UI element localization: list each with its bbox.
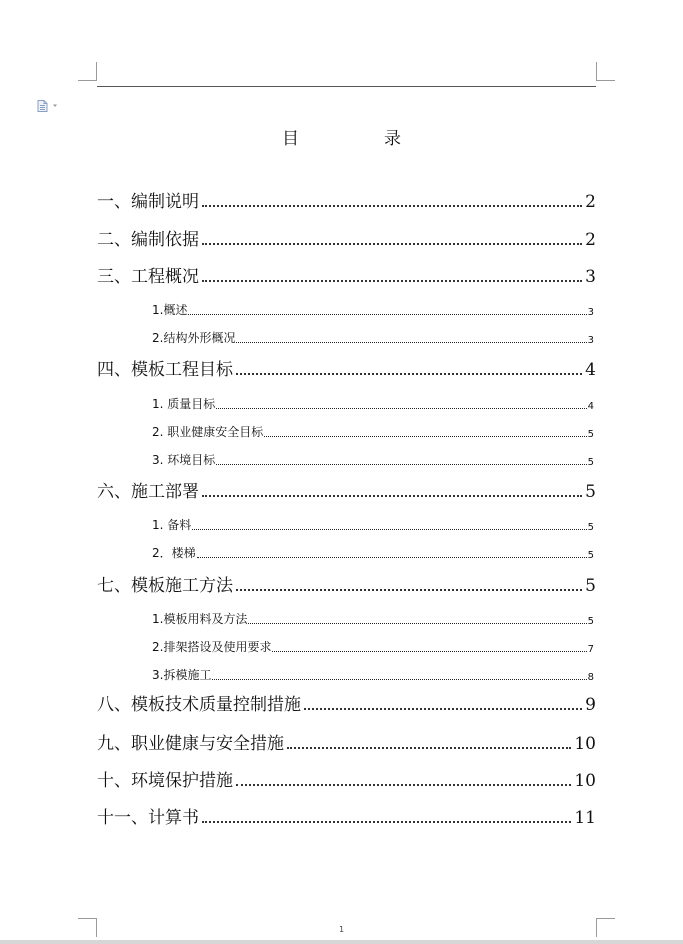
toc-dot-leader [202, 280, 582, 282]
toc-page-number: 5 [587, 616, 594, 627]
toc-entry-label: 2．楼梯 [152, 546, 196, 560]
toc-entry[interactable] [97, 806, 596, 828]
toc-dot-leader [188, 314, 586, 315]
toc-dot-leader [287, 747, 571, 749]
toc-entry-label: 1. 备料 [152, 518, 192, 532]
document-icon[interactable] [37, 97, 59, 109]
toc-entry[interactable] [97, 358, 596, 380]
toc-dot-leader [236, 784, 571, 786]
toc-page-number: 7 [587, 644, 594, 655]
toc-entry-label: 一、编制说明 [97, 192, 199, 212]
toc-page-number: 5 [587, 550, 594, 561]
toc-page-number: 9 [585, 695, 596, 715]
toc-entry-label: 二、编制依据 [97, 230, 199, 250]
toc-dot-leader [202, 495, 582, 497]
toc-page-number: 3 [587, 335, 594, 346]
toc-subentry[interactable] [152, 396, 594, 412]
toc-entry-label: 2.结构外形概况 [152, 331, 236, 345]
toc-page-number: 4 [585, 360, 596, 380]
toc-page-number: 4 [587, 401, 594, 412]
toc-entry-label: 1. 质量目标 [152, 397, 216, 411]
toc-title: 目 录 [282, 129, 435, 149]
toc-entry[interactable] [97, 190, 596, 212]
toc-dot-leader [248, 623, 586, 624]
toc-page-number: 10 [574, 734, 596, 754]
toc-dot-leader [216, 408, 586, 409]
toc-subentry[interactable] [152, 545, 594, 561]
toc-entry-label: 七、模板施工方法 [97, 576, 233, 596]
toc-page-number: 8 [587, 672, 594, 683]
toc-entry[interactable] [97, 574, 596, 596]
toc-subentry[interactable] [152, 611, 594, 627]
toc-entry-label: 1.概述 [152, 303, 188, 317]
toc-entry-label: 三、工程概况 [97, 267, 199, 287]
toc-entry-label: 九、职业健康与安全措施 [97, 734, 284, 754]
toc-dot-leader [236, 373, 582, 375]
toc-page-number: 5 [587, 457, 594, 468]
toc-dot-leader [264, 436, 586, 437]
toc-dot-leader [202, 821, 571, 823]
toc-page-number: 2 [585, 192, 596, 212]
toc-entry-label: 八、模板技术质量控制措施 [97, 695, 301, 715]
toc-subentry[interactable] [152, 424, 594, 440]
toc-dot-leader [202, 205, 582, 207]
toc-page-number: 2 [585, 230, 596, 250]
toc-dot-leader [197, 557, 587, 558]
toc-dot-leader [236, 342, 586, 343]
toc-dot-leader [272, 651, 586, 652]
toc-dot-leader [192, 529, 586, 530]
toc-dot-leader [202, 243, 582, 245]
toc-entry[interactable] [97, 693, 596, 715]
toc-entry-label: 2.排架搭设及使用要求 [152, 640, 272, 654]
toc-page-number: 5 [587, 522, 594, 533]
toc-entry-label: 四、模板工程目标 [97, 360, 233, 380]
toc-subentry[interactable] [152, 302, 594, 318]
toc-entry[interactable] [97, 769, 596, 791]
toc-subentry[interactable] [152, 517, 594, 533]
toc-subentry[interactable] [152, 639, 594, 655]
toc-dot-leader [304, 708, 582, 710]
toc-subentry[interactable] [152, 330, 594, 346]
toc-page-number: 5 [585, 576, 596, 596]
toc-entry-label: 3. 环境目标 [152, 453, 216, 467]
toc-entry-label: 2. 职业健康安全目标 [152, 425, 264, 439]
toc-dot-leader [216, 464, 586, 465]
toc-entry[interactable] [97, 480, 596, 502]
toc-subentry[interactable] [152, 667, 594, 683]
toc-page-number: 5 [585, 482, 596, 502]
page-bottom-edge [0, 940, 683, 944]
margin-mark-top-left [78, 62, 97, 81]
toc-page-number: 3 [585, 267, 596, 287]
toc-entry[interactable] [97, 228, 596, 250]
toc-page-number: 5 [587, 429, 594, 440]
toc-entry[interactable] [97, 732, 596, 754]
page-number: 1 [338, 925, 345, 934]
margin-mark-top-right [596, 62, 615, 81]
toc-entry-label: 十、环境保护措施 [97, 771, 233, 791]
toc-dot-leader [236, 589, 582, 591]
header-rule [97, 86, 596, 87]
toc-dot-leader [212, 679, 586, 680]
toc-page-number: 3 [587, 307, 594, 318]
toc-page-number: 10 [574, 771, 596, 791]
toc-entry[interactable] [97, 265, 596, 287]
toc-entry-label: 六、施工部署 [97, 482, 199, 502]
toc-subentry[interactable] [152, 452, 594, 468]
toc-entry-label: 1.模板用料及方法 [152, 612, 248, 626]
toc-entry-label: 十一、计算书 [97, 808, 199, 828]
toc-page-number: 11 [574, 808, 596, 828]
toc-entry-label: 3.拆模施工 [152, 668, 212, 682]
